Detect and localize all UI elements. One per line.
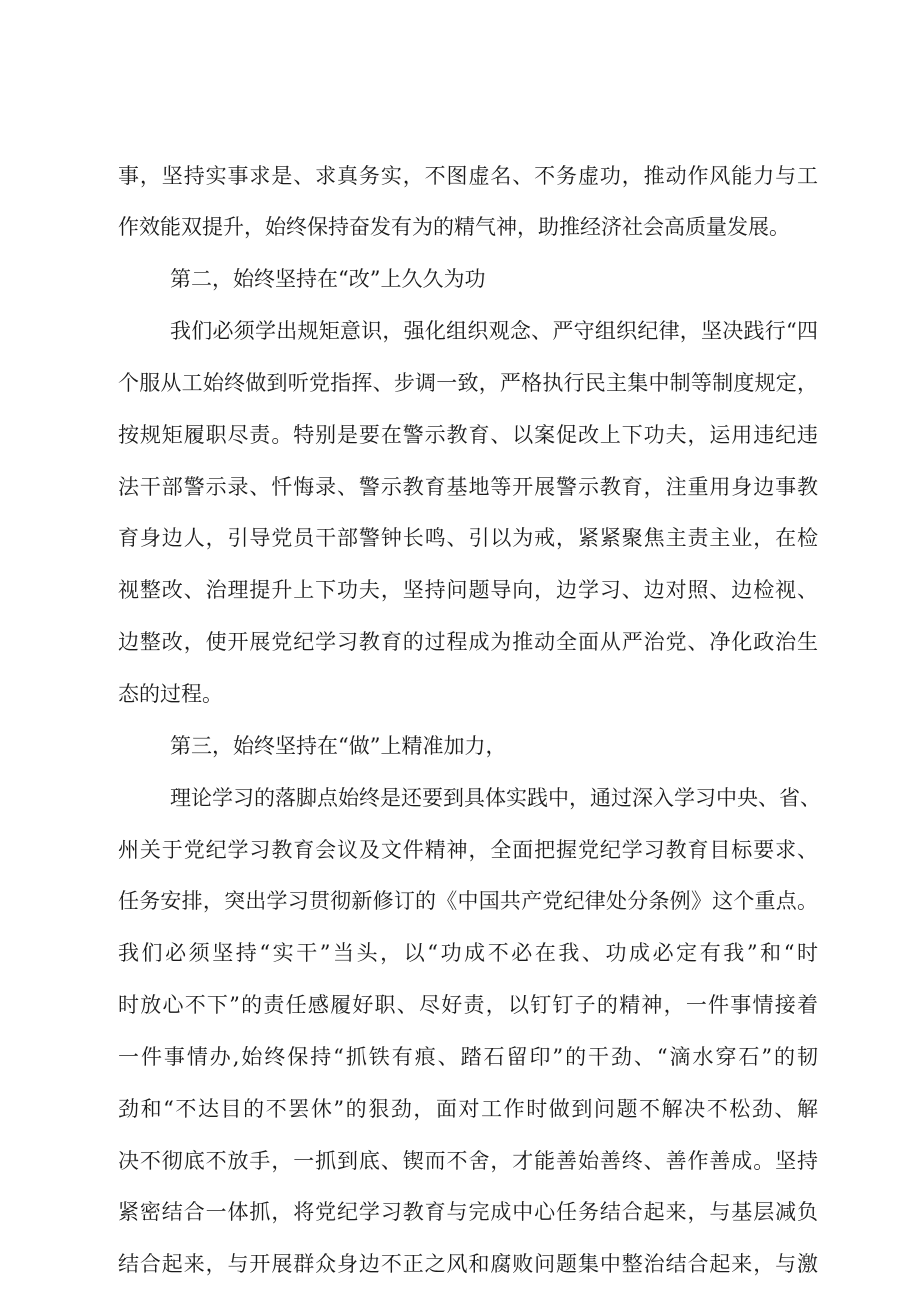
text-line: 任务安排，突出学习贯彻新修订的《中国共产党纪律处分条例》这个重点。 [118, 889, 818, 913]
text-line: 紧密结合一体抓，将党纪学习教育与完成中心任务结合起来，与基层减负 [118, 1200, 818, 1224]
text-line: 事，坚持实事求是、求真务实，不图虚名、不务虚功，推动作风能力与工 [118, 164, 818, 188]
text-line: 按规矩履职尽责。特别是要在警示教育、以案促改上下功夫，运用违纪违 [118, 423, 818, 447]
text-line: 边整改，使开展党纪学习教育的过程成为推动全面从严治党、净化政治生 [118, 630, 818, 654]
text-line: 州关于党纪学习教育会议及文件精神，全面把握党纪学习教育目标要求、 [118, 838, 818, 862]
text-line: 一件事情办,始终保持“抓铁有痕、踏石留印”的干劲、“滴水穿石”的韧 [118, 1045, 818, 1069]
text-line: 结合起来，与开展群众身边不正之风和腐败问题集中整治结合起来，与激 [118, 1252, 818, 1276]
text-line: 理论学习的落脚点始终是还要到具体实践中，通过深入学习中央、省、 [170, 786, 821, 810]
section-heading: 第二，始终坚持在“改”上久久为功 [170, 267, 486, 291]
text-line: 劲和“不达目的不罢休”的狠劲，面对工作时做到问题不解决不松劲、解 [118, 1097, 818, 1121]
text-line: 法干部警示录、忏悔录、警示教育基地等开展警示教育，注重用身边事教 [118, 475, 818, 499]
text-line: 个服从工始终做到听党指挥、步调一致，严格执行民主集中制等制度规定， [118, 371, 818, 395]
text-line: 我们必须学出规矩意识，强化组织观念、严守组织纪律，坚决践行“四 [170, 319, 818, 343]
text-line: 作效能双提升，始终保持奋发有为的精气神，助推经济社会高质量发展。 [118, 215, 790, 239]
section-heading: 第三，始终坚持在“做”上精准加力， [170, 734, 507, 758]
text-line: 态的过程。 [118, 682, 223, 706]
text-line: 时放心不下”的责任感履好职、尽好责，以钉钉子的精神，一件事情接着 [118, 993, 818, 1017]
text-line: 我们必须坚持“实干”当头，以“功成不必在我、功成必定有我”和“时 [118, 941, 818, 965]
text-line: 决不彻底不放手，一抓到底、锲而不舍，才能善始善终、善作善成。坚持 [118, 1149, 818, 1173]
text-line: 育身边人，引导党员干部警钟长鸣、引以为戒，紧紧聚焦主责主业，在检 [118, 526, 818, 550]
text-line: 视整改、治理提升上下功夫，坚持问题导向，边学习、边对照、边检视、 [118, 578, 818, 602]
